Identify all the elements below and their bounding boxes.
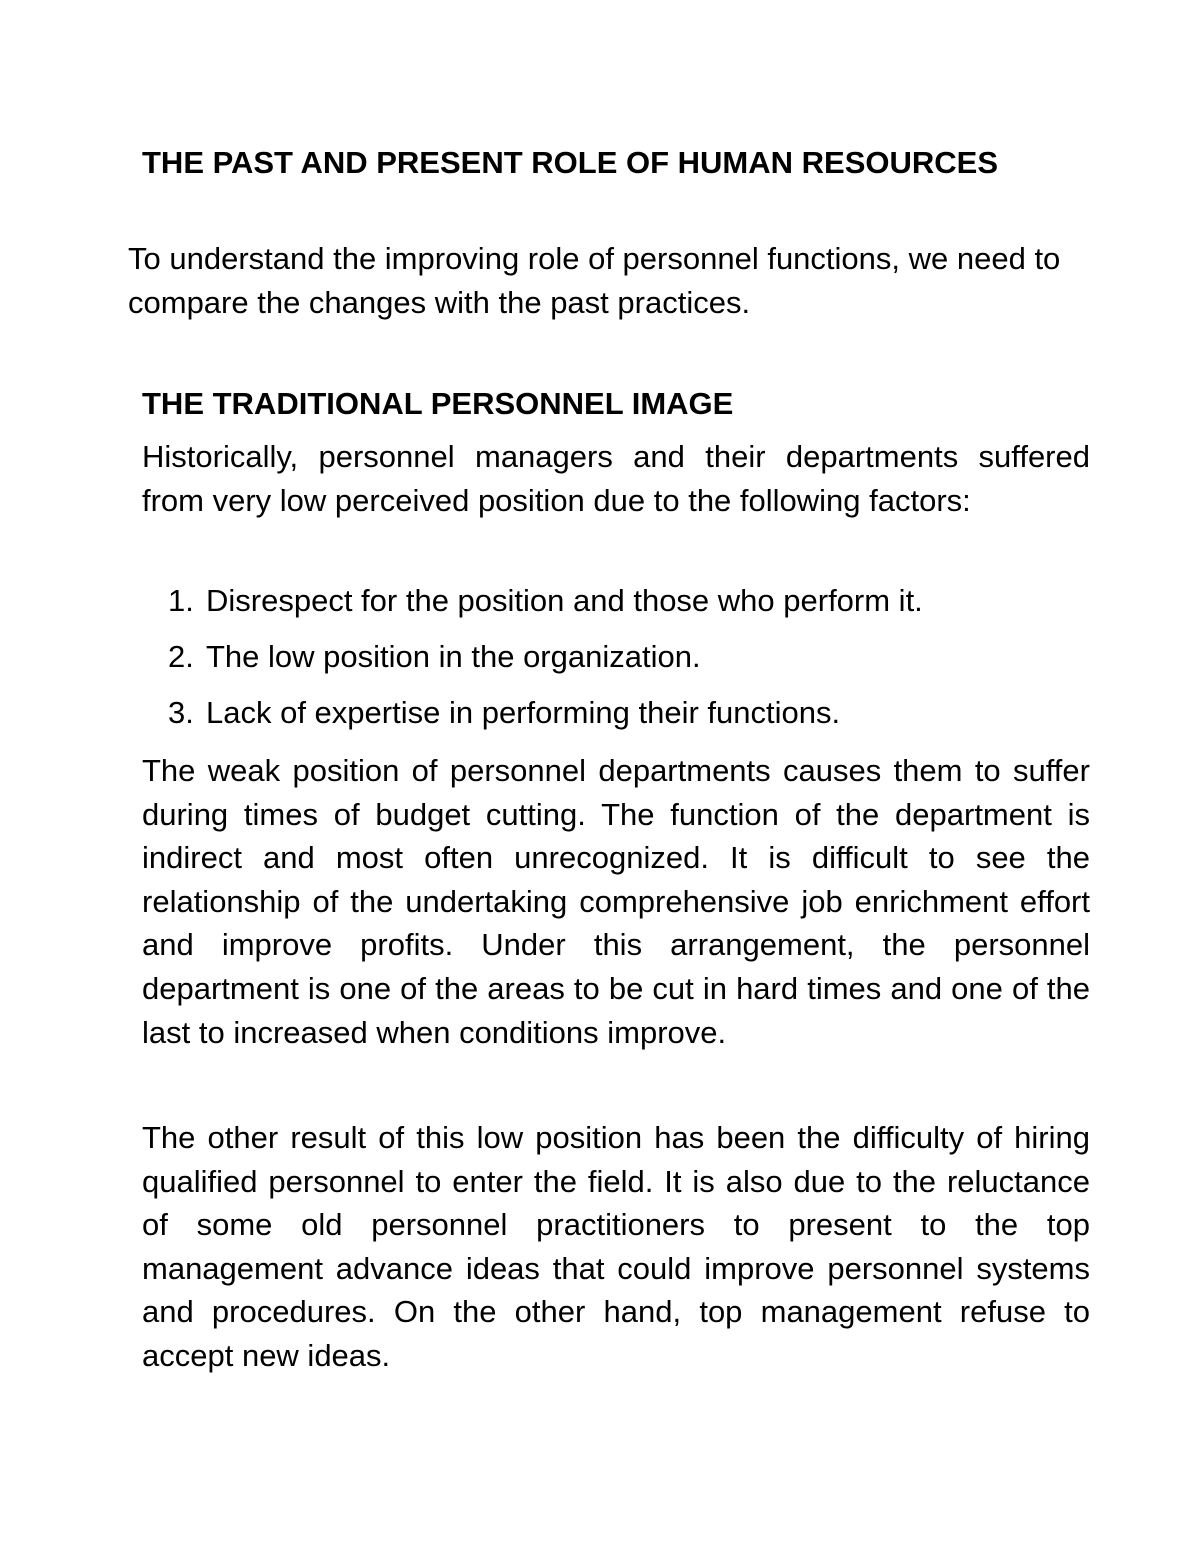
- list-item-text: Lack of expertise in performing their functions.: [206, 695, 841, 730]
- list-item: [168, 577, 1068, 633]
- list-item-text: Disrespect for the position and those who perform it.: [206, 583, 923, 618]
- list-item-text: The low position in the organization.: [206, 639, 701, 674]
- body-paragraph: The other result of this low position has been the difficulty of hiring qualified personnel to enter the field. It is also due to the reluctance of some old personnel practitioners to present to the top management advance ideas that could improve personnel systems and procedures. On the other hand, top management refuse to accept new ideas.: [142, 1120, 1090, 1373]
- factors-list: [168, 577, 1068, 745]
- list-item-number: 3.: [168, 695, 194, 730]
- list-item-number: 1.: [168, 583, 194, 618]
- lead-paragraph: Historically, personnel managers and their departments suffered from very low perceived position due to the following factors:: [142, 439, 1090, 518]
- section-heading: THE TRADITIONAL PERSONNEL IMAGE: [142, 386, 734, 421]
- list-item: [168, 633, 1068, 689]
- document-title: THE PAST AND PRESENT ROLE OF HUMAN RESOURCES: [142, 145, 998, 180]
- list-item-number: 2.: [168, 639, 194, 674]
- list-item: [168, 689, 1068, 745]
- intro-paragraph: To understand the improving role of personnel functions, we need to compare the changes with the past practices.: [128, 241, 1061, 320]
- body-paragraph: The weak position of personnel departments causes them to suffer during times of budget cutting. The function of the department is indirect and most often unrecognized. It is difficult to see the relationship of the undertaking comprehensive job enrichment effort and improve profits. Under this arrangement, the personnel department is one of the areas to be cut in hard times and one of the last to increased when conditions improve.: [142, 753, 1090, 1050]
